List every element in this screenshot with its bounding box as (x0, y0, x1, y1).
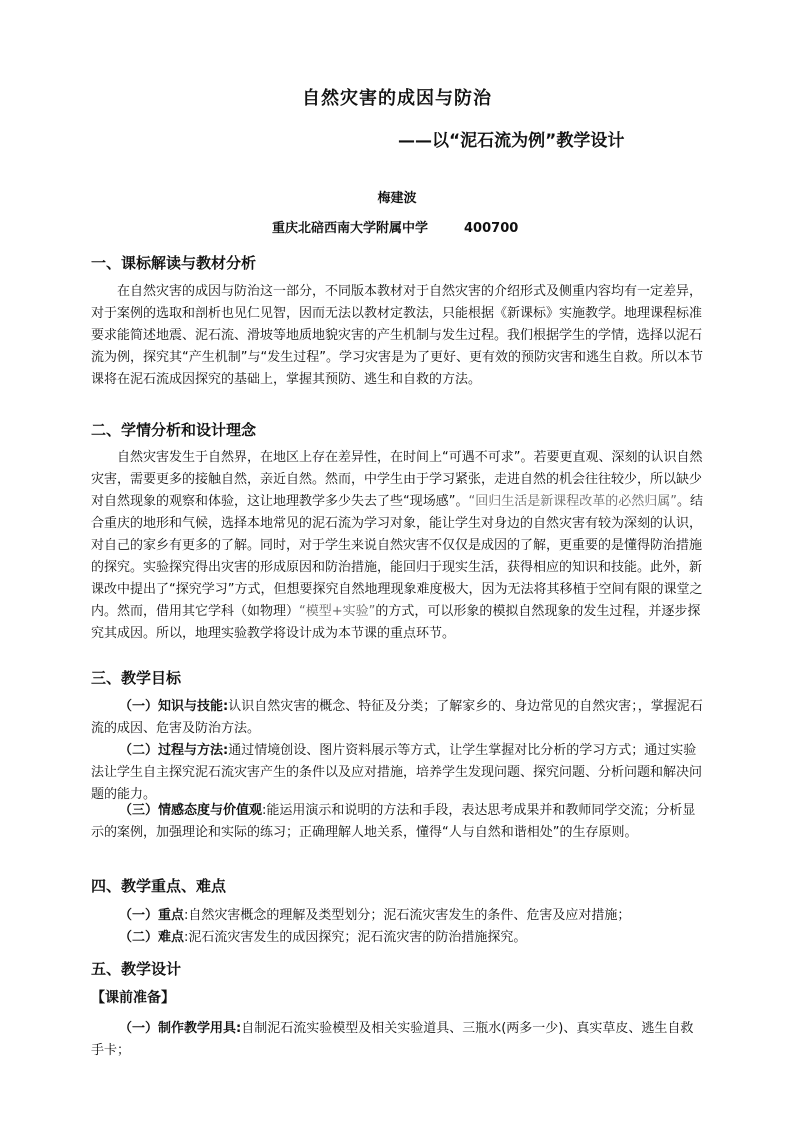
quoted-phrase: “模型+实验” (299, 604, 376, 619)
pre-class-preparation-heading: 【课前准备】 (91, 990, 175, 1006)
item-number: （二） (119, 930, 159, 945)
item-text: :自然灾害概念的理解及类型划分；泥石流灾害发生的条件、危害及应对措施； (184, 908, 631, 923)
quoted-phrase: “回归生活是新课程改革的必然归属” (468, 494, 677, 509)
section-2-paragraph (91, 447, 703, 645)
item-label: 知识与技能: (158, 699, 229, 714)
item-text: 认识自然灾害的概念、特征及分类；了解家乡的、身边常见的自然灾害；，掌握泥石流的成因、危害及防治方法。 (91, 699, 703, 736)
paragraph-text: 的方式，可以形象的模拟自然现象的发生过程，并逐步探究其成因。所以，地理实验教学将设计成为本节课的重点环节。 (91, 604, 701, 641)
item-number: （一） (119, 699, 159, 714)
paragraph-text: 。结合重庆的地形和气候，选择本地常见的泥石流为学习对象，能让学生对身边的自然灾害有较为深刻的认识，对自己的家乡有更多的了解。同时，对于学生来说自然灾害不仅仅是成因的了解，更重要的是懂得防治措施的探究。实验探究得出灾害的形成原因和防治措施，能回归于现实生活，获得相应的知识和技能。此外，新课改中提出了“探究学习”方式，但想要探究自然地理现象难度极大，因为无法将其移植于空间有限的课堂之内。然而，借用其它学科（如物理） (91, 494, 703, 619)
section-heading-2: 二、学情分析和设计理念 (91, 421, 257, 439)
item-label: 难点 (158, 930, 185, 945)
section-heading-5: 五、教学设计 (91, 960, 182, 978)
difficult-point-item (91, 927, 703, 949)
item-label: 过程与方法: (158, 743, 229, 758)
item-number: （一） (119, 1021, 159, 1036)
school-line (272, 217, 518, 236)
paragraph-text: 自然灾害发生于自然界，在地区上存在差异性，在时间上“可遇不可求”。若要更直观、深刻的认识自然灾害，需要更多的接触自然，亲近自然。然而，中学生由于学习紧张，走进自然的机会往往较少，所以缺少对自然现象的观察和体验，这让地理教学多少失去了些“现场感”。 (91, 450, 703, 509)
author-name: 梅建波 (377, 191, 417, 206)
objective-item-3 (91, 800, 703, 844)
document-subtitle: ——以“泥石流为例”教学设计 (398, 131, 625, 151)
section-heading-4: 四、教学重点、难点 (91, 877, 227, 895)
item-text: 自制泥石流实验模型及相关实验道具、三瓶水(两多一少)、真实草皮、逃生自救手卡； (91, 1021, 694, 1058)
school-name: 重庆北碚西南大学附属中学 (272, 221, 429, 236)
item-number: （三） (119, 803, 159, 818)
objective-item-1 (91, 696, 703, 740)
document-title: 自然灾害的成因与防治 (302, 88, 492, 109)
item-label: 情感态度与价值观 (158, 803, 263, 818)
item-label: 重点 (158, 908, 185, 923)
section-1-paragraph: 在自然灾害的成因与防治这一部分，不同版本教材对于自然灾害的介绍形式及侧重内容均有一定差异，对于案例的选取和剖析也见仁见智，因而无法以教材定教法，只能根据《新课标》实施教学。地理课程标准要求能简述地震、泥石流、滑坡等地质地貌灾害的产生机制与发生过程。我们根据学生的学情，选择以泥石流为例，探究其“产生机制”与“发生过程”。学习灾害是为了更好、更有效的预防灾害和逃生自救。所以本节课将在泥石流成因探究的基础上，掌握其预防、逃生和自救的方法。 (91, 284, 703, 387)
postal-code: 400700 (464, 221, 519, 236)
key-point-item (91, 905, 703, 927)
item-label: 制作教学用具: (158, 1021, 242, 1036)
item-number: （二） (119, 743, 159, 758)
item-number: （一） (119, 908, 159, 923)
item-text: 通过情境创设、图片资料展示等方式，让学生掌握对比分析的学习方式；通过实验法让学生自主探究泥石流灾害产生的条件以及应对措施，培养学生发现问题、探究问题、分析问题和解决问题的能力。 (91, 743, 703, 802)
objective-item-2 (91, 740, 703, 806)
preparation-item-1 (91, 1018, 703, 1062)
section-heading-3: 三、教学目标 (91, 669, 182, 687)
item-text: :泥石流灾害发生的成因探究；泥石流灾害的防治措施探究。 (184, 930, 527, 945)
item-text: :能运用演示和说明的方法和手段，表达思考成果并和教师同学交流；分析显示的案例，加强理论和实际的练习；正确理解人地关系，懂得“人与自然和谐相处”的生存原则。 (91, 803, 696, 840)
section-heading-1: 一、课标解读与教材分析 (91, 254, 257, 272)
